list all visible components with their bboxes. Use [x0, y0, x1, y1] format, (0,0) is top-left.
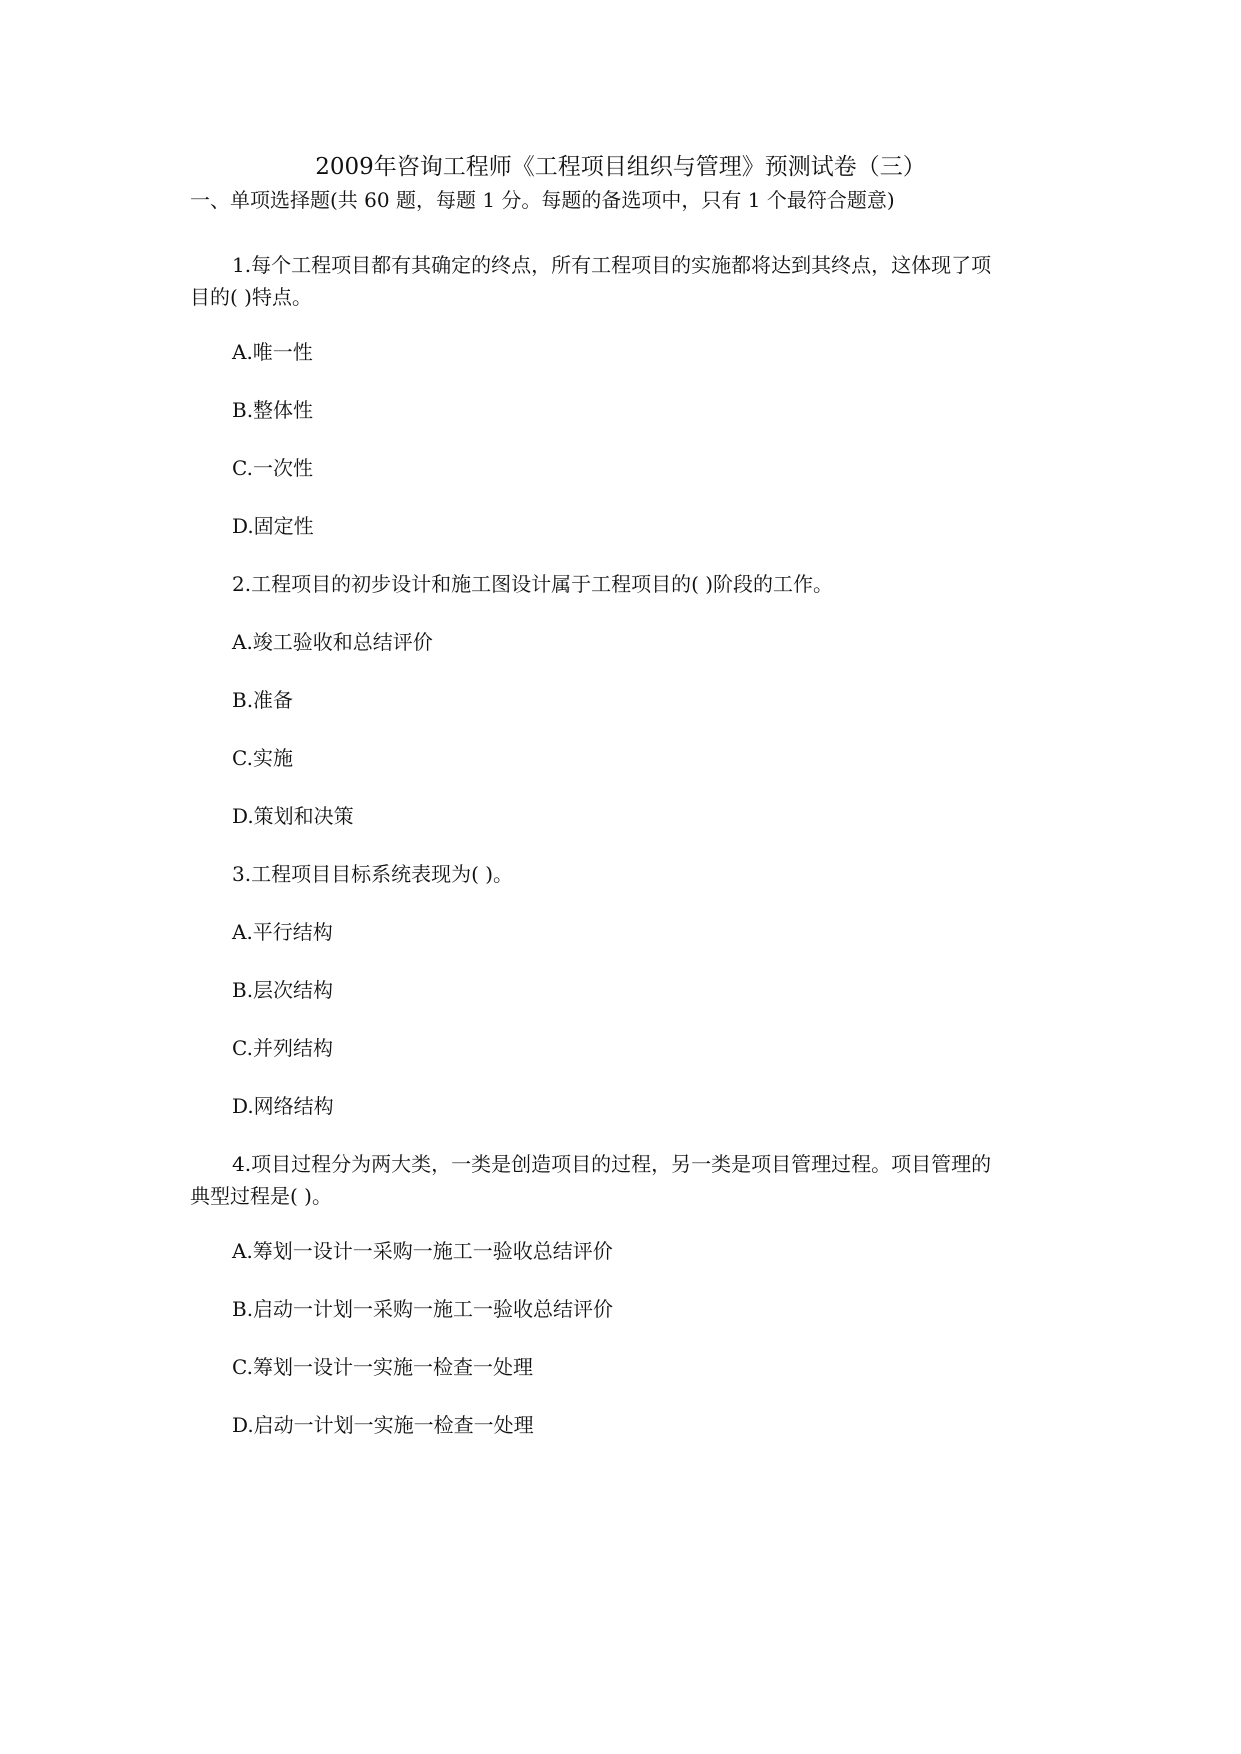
question-2-option-d: D.策划和决策: [232, 804, 354, 828]
question-2-option-b: B.准备: [232, 688, 294, 712]
question-2-option-a: A.竣工验收和总结评价: [232, 630, 433, 654]
question-4-option-a: A.筹划一设计一采购一施工一验收总结评价: [232, 1239, 613, 1263]
question-4-stem: 4.项目过程分为两大类，一类是创造项目的过程，另一类是项目管理过程。项目管理的: [232, 1152, 992, 1176]
question-3-stem: 3.工程项目目标系统表现为( )。: [232, 862, 514, 886]
question-4-option-b: B.启动一计划一采购一施工一验收总结评价: [232, 1297, 614, 1321]
question-1-stem: 1.每个工程项目都有其确定的终点，所有工程项目的实施都将达到其终点，这体现了项: [232, 253, 992, 277]
question-4-option-c: C.筹划一设计一实施一检查一处理: [232, 1355, 533, 1379]
question-1-option-a: A.唯一性: [232, 340, 313, 364]
question-3-option-a: A.平行结构: [232, 920, 333, 944]
question-1-option-b: B.整体性: [232, 398, 314, 422]
question-2-option-c: C.实施: [232, 746, 293, 770]
question-1-option-d: D.固定性: [232, 514, 314, 538]
question-3-option-d: D.网络结构: [232, 1094, 334, 1118]
question-1-stem-cont: 目的( )特点。: [190, 285, 312, 309]
question-4-option-d: D.启动一计划一实施一检查一处理: [232, 1413, 534, 1437]
document-title: 2009年咨询工程师《工程项目组织与管理》预测试卷（三）: [315, 154, 926, 180]
question-3-option-c: C.并列结构: [232, 1036, 333, 1060]
question-4-stem-cont: 典型过程是( )。: [190, 1184, 332, 1208]
question-2-stem: 2.工程项目的初步设计和施工图设计属于工程项目的( )阶段的工作。: [232, 572, 834, 596]
question-1-option-c: C.一次性: [232, 456, 313, 480]
question-3-option-b: B.层次结构: [232, 978, 334, 1002]
section-heading: 一、单项选择题(共 60 题，每题 1 分。每题的备选项中，只有 1 个最符合题意): [190, 188, 895, 212]
